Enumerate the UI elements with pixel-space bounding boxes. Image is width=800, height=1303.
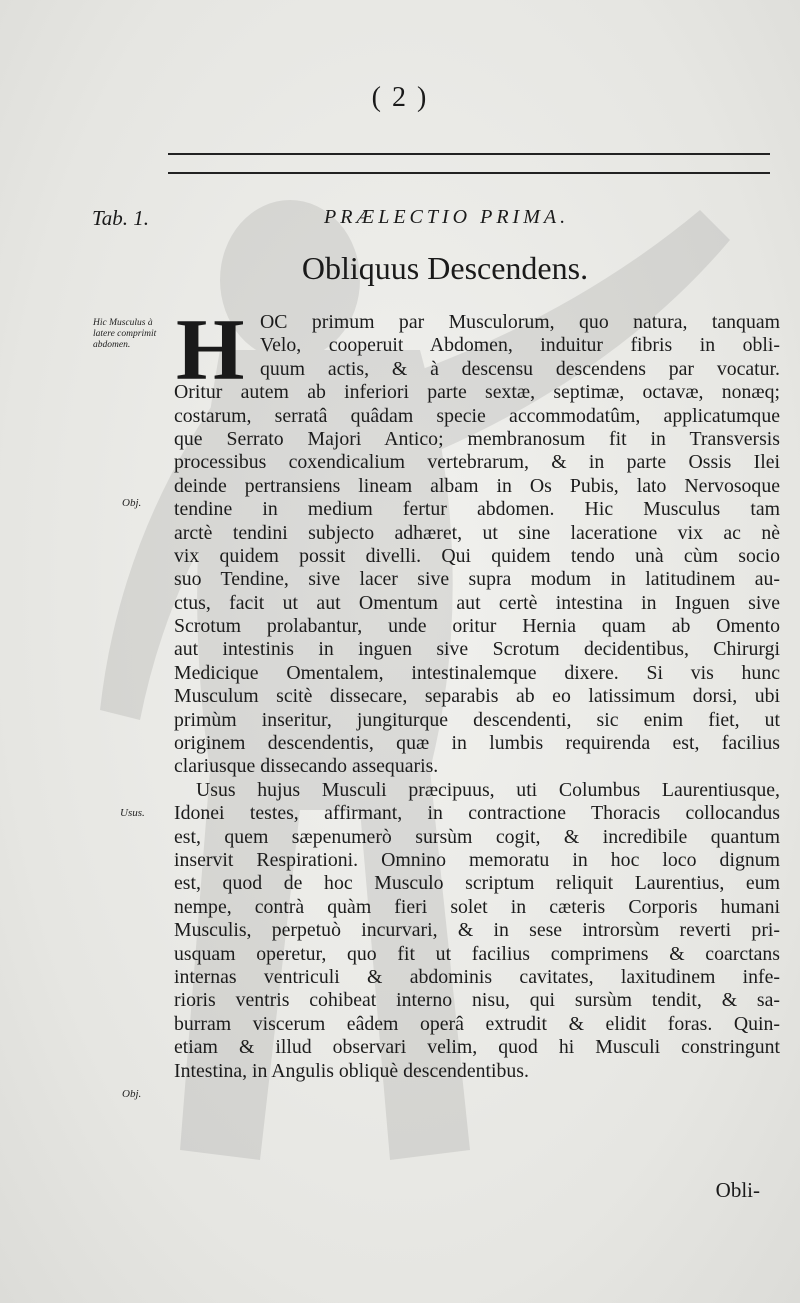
text-line: tendine in medium fertur abdomen. Hic Musculus tam <box>174 498 780 521</box>
page-number: ( 2 ) <box>371 82 429 113</box>
text-line: Oritur autem ab inferiori parte sextæ, septimæ, octavæ, nonæq; <box>174 381 780 404</box>
catchword: Obli- <box>715 1178 760 1202</box>
margin-note-objection-2: Obj. <box>122 1088 142 1100</box>
text-line: est, quem sæpenumerò sursùm cogit, & incredibile quantum <box>174 825 780 848</box>
section-title: Obliquus Descendens. <box>301 250 589 286</box>
text-line: clariusque dissecando assequaris. <box>174 755 439 778</box>
header-rule-top <box>168 153 770 155</box>
text-line: quum actis, & à descensu descendens par vocatur. <box>260 357 780 380</box>
text-line: Medicique Omentalem, intestinalemque dixere. Si vis hunc <box>174 661 780 684</box>
text-line: Usus hujus Musculi præcipuus, uti Columbus Laurentiusque, <box>196 778 780 801</box>
text-line: burram viscerum eâdem operâ extrudit & elidit foras. Quin- <box>174 1012 780 1035</box>
text-line: est, quod de hoc Musculo scriptum reliquit Laurentius, eum <box>174 872 780 895</box>
text-line: vix quidem possit divelli. Qui quidem tendo unà cùm socio <box>174 544 780 567</box>
text-line: etiam & illud observari velim, quod hi Musculi constringunt <box>174 1036 780 1059</box>
text-line: rioris ventris cohibeat interno nisu, qui sursùm tendit, & sa- <box>174 989 780 1012</box>
text-line: Idonei testes, affirmant, in contractione Thoracis collocandus <box>174 802 780 825</box>
text-line: Intestina, in Angulis obliquè descendentibus. <box>174 1059 529 1082</box>
text-line: deinde pertransiens lineam albam in Os Pubis, lato Nervosoque <box>174 474 780 497</box>
text-line: internas ventriculi & abdominis cavitates, laxitudinem infe- <box>174 965 780 988</box>
body-text <box>174 302 780 1083</box>
text-line: inservit Respirationi. Omnino memoratu in hoc loco dignum <box>174 848 780 871</box>
text-line: OC primum par Musculorum, quo natura, tanquam <box>260 311 780 333</box>
margin-note-objection-1: Obj. <box>122 497 142 509</box>
text-line: Scrotum prolabantur, unde oritur Hernia quam ab Omento <box>174 615 780 638</box>
tab-reference: Tab. 1. <box>92 206 150 230</box>
text-line: suo Tendine, sive lacer sive supra modum in latitudinem au- <box>174 568 780 591</box>
text-line: Musculum scitè dissecare, separabis ab eo latissimum dorsi, ubi <box>174 685 780 708</box>
header-rule-bottom <box>168 172 770 174</box>
text-line: primùm inseritur, jungiturque descendenti, sic enim fiet, ut <box>174 708 780 731</box>
text-line: nempe, contrà quàm fieri solet in cæteris Corporis humani <box>174 895 780 918</box>
text-line: arctè tendini subjecto adhæret, ut sine laceratione vix ac nè <box>174 521 780 544</box>
text-line: Velo, cooperuit Abdomen, induitur fibris in obli- <box>260 334 780 357</box>
lecture-heading: PRÆLECTIO PRIMA. <box>324 206 570 228</box>
text-line: ctus, facit ut aut Omentum aut certè intestina in Inguen sive <box>174 591 780 614</box>
text-line: processibus coxendicalium vertebrarum, & in parte Ossis Ilei <box>174 451 780 474</box>
margin-note-compression: Hic Musculus à latere comprimit abdomen. <box>93 318 157 350</box>
text-line: Musculis, perpetuò incurvari, & in sese introrsùm reverti pri- <box>174 919 780 942</box>
text-line: originem descendentis, quæ in lumbis requirenda est, facilius <box>174 732 780 755</box>
margin-note-usus: Usus. <box>120 807 145 819</box>
drop-cap: H <box>176 302 245 399</box>
text-line: que Serrato Majori Antico; membranosum fit in Transversis <box>174 427 780 450</box>
text-line: aut intestinis in inguen sive Scrotum decidentibus, Chirurgi <box>174 638 780 661</box>
text-line: costarum, serratâ quâdam specie accommodatûm, applicatumque <box>174 404 780 427</box>
text-line: usquam operetur, quo fit ut facilius comprimens & coarctans <box>174 942 780 965</box>
